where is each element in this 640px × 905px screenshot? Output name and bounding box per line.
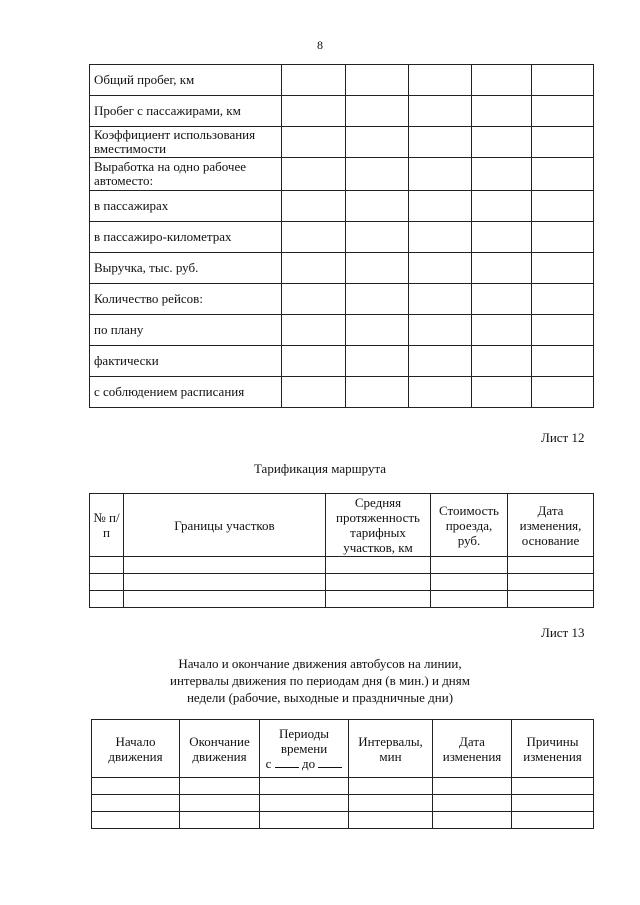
table-row: [90, 315, 594, 346]
table-cell[interactable]: [282, 377, 346, 408]
table-row: [90, 557, 594, 574]
table-cell[interactable]: [532, 65, 594, 96]
table-cell[interactable]: [532, 253, 594, 284]
table-header-row: [90, 494, 594, 557]
table-row: [92, 795, 594, 812]
table-cell[interactable]: [92, 812, 180, 829]
period-to-blank: [318, 756, 342, 768]
header-periods-label: Периоды времени: [278, 726, 330, 756]
table-cell[interactable]: [260, 778, 349, 795]
table-cell[interactable]: [472, 346, 532, 377]
table-cell[interactable]: [409, 315, 472, 346]
table-cell[interactable]: [346, 222, 409, 253]
table-cell[interactable]: [433, 812, 512, 829]
table-cell[interactable]: [326, 591, 431, 608]
table-cell[interactable]: [92, 795, 180, 812]
header-borders: Границы участков: [124, 494, 326, 557]
table-cell[interactable]: [346, 96, 409, 127]
table-cell[interactable]: [472, 127, 532, 158]
table-row: [90, 377, 594, 408]
table-cell[interactable]: [124, 574, 326, 591]
sheet-13-title-line-2: интервалы движения по периодам дня (в мин.) и дням: [170, 673, 470, 688]
table-cell[interactable]: [409, 253, 472, 284]
header-periods: [260, 720, 349, 778]
row-label: в пассажиро-километрах: [90, 222, 282, 253]
table-cell[interactable]: [512, 778, 594, 795]
row-label: Пробег с пассажирами, км: [90, 96, 282, 127]
table-row: [90, 222, 594, 253]
table-cell[interactable]: [282, 96, 346, 127]
row-label: Количество рейсов:: [90, 284, 282, 315]
sheet-12-title: Тарификация маршрута: [253, 461, 387, 476]
table-cell[interactable]: [409, 96, 472, 127]
table-cell[interactable]: [282, 315, 346, 346]
table-cell[interactable]: [90, 557, 124, 574]
table-cell[interactable]: [90, 574, 124, 591]
header-num: № п/п: [90, 494, 124, 557]
table-cell[interactable]: [532, 158, 594, 191]
header-intervals: Интервалы, мин: [349, 720, 433, 778]
table-cell[interactable]: [326, 557, 431, 574]
table-cell[interactable]: [433, 778, 512, 795]
table-cell[interactable]: [472, 65, 532, 96]
table-cell[interactable]: [282, 284, 346, 315]
table-cell[interactable]: [282, 191, 346, 222]
table-row: [90, 127, 594, 158]
table-cell[interactable]: [512, 795, 594, 812]
period-to-label: до: [301, 756, 316, 771]
table-cell[interactable]: [431, 574, 508, 591]
table-cell[interactable]: [532, 127, 594, 158]
route-indicators-table: [89, 64, 594, 408]
table-row: [92, 812, 594, 829]
table-cell[interactable]: [346, 377, 409, 408]
table-cell[interactable]: [433, 795, 512, 812]
table-cell[interactable]: [431, 557, 508, 574]
table-cell[interactable]: [508, 557, 594, 574]
table-cell[interactable]: [282, 158, 346, 191]
table-row: [90, 284, 594, 315]
table-cell[interactable]: [346, 65, 409, 96]
table-cell[interactable]: [512, 812, 594, 829]
table-cell[interactable]: [282, 346, 346, 377]
table-row: [90, 191, 594, 222]
table-cell[interactable]: [346, 284, 409, 315]
row-label: Общий пробег, км: [90, 65, 282, 96]
table-cell[interactable]: [260, 812, 349, 829]
table-cell[interactable]: [346, 127, 409, 158]
table-row: [90, 65, 594, 96]
row-label: Коэффициент использования вместимости: [90, 127, 282, 158]
table-cell[interactable]: [532, 96, 594, 127]
sheet-13-title-line-1: Начало и окончание движения автобусов на линии,: [178, 656, 462, 671]
table-cell[interactable]: [472, 377, 532, 408]
table-cell[interactable]: [508, 574, 594, 591]
period-from-blank: [275, 756, 299, 768]
table-cell[interactable]: [472, 158, 532, 191]
table-cell[interactable]: [472, 253, 532, 284]
table-cell[interactable]: [409, 158, 472, 191]
table-cell[interactable]: [180, 812, 260, 829]
table-row: [90, 253, 594, 284]
table-row: [90, 96, 594, 127]
table-cell[interactable]: [92, 778, 180, 795]
header-reasons: Причины изменения: [512, 720, 594, 778]
table-cell[interactable]: [532, 284, 594, 315]
header-cost: Стоимость проезда, руб.: [431, 494, 508, 557]
table-cell[interactable]: [409, 346, 472, 377]
table-cell[interactable]: [282, 253, 346, 284]
table-cell[interactable]: [349, 778, 433, 795]
sheet-12-label: Лист 12: [541, 430, 585, 445]
header-periods-range: [262, 756, 346, 771]
table-cell[interactable]: [346, 253, 409, 284]
table-row: [90, 346, 594, 377]
table-cell[interactable]: [472, 315, 532, 346]
table-row: [90, 591, 594, 608]
table-cell[interactable]: [346, 158, 409, 191]
table-cell[interactable]: [508, 591, 594, 608]
table-header-row: [92, 720, 594, 778]
table-cell[interactable]: [282, 65, 346, 96]
header-end: Окончание движения: [180, 720, 260, 778]
table-cell[interactable]: [124, 591, 326, 608]
route-tariff-table: [89, 493, 594, 608]
table-cell[interactable]: [409, 191, 472, 222]
table-cell[interactable]: [124, 557, 326, 574]
table-cell[interactable]: [409, 222, 472, 253]
period-from-label: с: [265, 756, 272, 771]
table-cell[interactable]: [409, 65, 472, 96]
table-cell[interactable]: [326, 574, 431, 591]
table-cell[interactable]: [90, 591, 124, 608]
row-label: с соблюдением расписания: [90, 377, 282, 408]
page-number: 8: [317, 38, 323, 52]
row-label: фактически: [90, 346, 282, 377]
table-cell[interactable]: [431, 591, 508, 608]
table-cell[interactable]: [532, 346, 594, 377]
table-cell[interactable]: [409, 284, 472, 315]
table-cell[interactable]: [532, 377, 594, 408]
table-cell[interactable]: [532, 191, 594, 222]
table-cell[interactable]: [409, 127, 472, 158]
table-cell[interactable]: [180, 795, 260, 812]
row-label: Выработка на одно рабочее автоместо:: [90, 158, 282, 191]
table-cell[interactable]: [282, 127, 346, 158]
table-row: [92, 778, 594, 795]
header-date: Дата изменения, основание: [508, 494, 594, 557]
table-cell[interactable]: [472, 284, 532, 315]
table-cell[interactable]: [472, 191, 532, 222]
table-cell[interactable]: [349, 812, 433, 829]
table-row: [90, 574, 594, 591]
table-cell[interactable]: [180, 778, 260, 795]
table-cell[interactable]: [346, 346, 409, 377]
header-start: Начало движения: [92, 720, 180, 778]
row-label: Выручка, тыс. руб.: [90, 253, 282, 284]
sheet-13-label: Лист 13: [541, 625, 585, 640]
bus-schedule-table: [91, 719, 594, 829]
table-cell[interactable]: [472, 96, 532, 127]
table-cell[interactable]: [472, 222, 532, 253]
row-label: по плану: [90, 315, 282, 346]
table-row: [90, 158, 594, 191]
table-cell[interactable]: [282, 222, 346, 253]
table-cell[interactable]: [532, 222, 594, 253]
table-cell[interactable]: [346, 191, 409, 222]
row-label: в пассажирах: [90, 191, 282, 222]
table-cell[interactable]: [532, 315, 594, 346]
table-cell[interactable]: [260, 795, 349, 812]
header-date: Дата изменения: [433, 720, 512, 778]
table-cell[interactable]: [409, 377, 472, 408]
header-avg-length: Средняя протяженность тарифных участков, км: [326, 494, 431, 557]
table-cell[interactable]: [346, 315, 409, 346]
sheet-13-title-line-3: недели (рабочие, выходные и праздничные дни): [186, 690, 454, 705]
table-cell[interactable]: [349, 795, 433, 812]
